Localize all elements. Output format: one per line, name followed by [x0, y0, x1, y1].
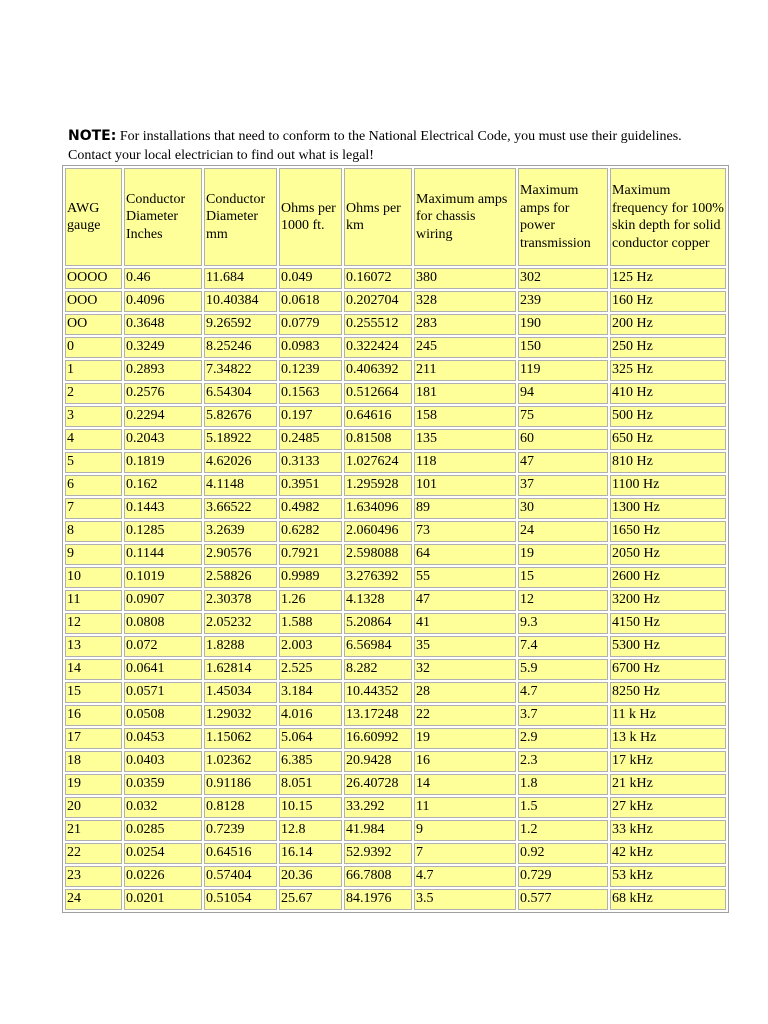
cell-max-frequency: 200 Hz [610, 314, 726, 335]
cell-diameter-mm: 5.18922 [204, 429, 277, 450]
cell-amps-power: 1.2 [518, 820, 608, 841]
header-amps-chassis: Maximum amps for chassis wiring [414, 168, 516, 266]
cell-awg-gauge: 21 [65, 820, 122, 841]
cell-diameter-inches: 0.1443 [124, 498, 202, 519]
cell-diameter-mm: 3.2639 [204, 521, 277, 542]
cell-amps-power: 1.5 [518, 797, 608, 818]
cell-max-frequency: 125 Hz [610, 268, 726, 289]
cell-awg-gauge: 19 [65, 774, 122, 795]
cell-ohms-per-km: 26.40728 [344, 774, 412, 795]
cell-max-frequency: 4150 Hz [610, 613, 726, 634]
cell-amps-power: 119 [518, 360, 608, 381]
cell-max-frequency: 21 kHz [610, 774, 726, 795]
cell-amps-chassis: 32 [414, 659, 516, 680]
table-row [65, 406, 726, 427]
cell-awg-gauge: OOO [65, 291, 122, 312]
cell-ohms-per-1000ft: 0.9989 [279, 567, 342, 588]
cell-ohms-per-km: 8.282 [344, 659, 412, 680]
cell-max-frequency: 650 Hz [610, 429, 726, 450]
table-row [65, 866, 726, 887]
cell-amps-chassis: 328 [414, 291, 516, 312]
cell-ohms-per-km: 0.64616 [344, 406, 412, 427]
table-row [65, 843, 726, 864]
cell-diameter-mm: 1.62814 [204, 659, 277, 680]
cell-max-frequency: 8250 Hz [610, 682, 726, 703]
cell-ohms-per-1000ft: 0.1239 [279, 360, 342, 381]
cell-diameter-inches: 0.0285 [124, 820, 202, 841]
cell-ohms-per-1000ft: 3.184 [279, 682, 342, 703]
cell-awg-gauge: 2 [65, 383, 122, 404]
cell-awg-gauge: 5 [65, 452, 122, 473]
cell-max-frequency: 11 k Hz [610, 705, 726, 726]
cell-diameter-inches: 0.0453 [124, 728, 202, 749]
cell-ohms-per-km: 33.292 [344, 797, 412, 818]
cell-amps-power: 75 [518, 406, 608, 427]
cell-max-frequency: 410 Hz [610, 383, 726, 404]
cell-amps-chassis: 11 [414, 797, 516, 818]
cell-amps-power: 0.729 [518, 866, 608, 887]
cell-amps-chassis: 19 [414, 728, 516, 749]
cell-diameter-inches: 0.0508 [124, 705, 202, 726]
cell-diameter-mm: 8.25246 [204, 337, 277, 358]
cell-diameter-inches: 0.46 [124, 268, 202, 289]
cell-max-frequency: 68 kHz [610, 889, 726, 910]
cell-amps-power: 0.577 [518, 889, 608, 910]
cell-ohms-per-1000ft: 6.385 [279, 751, 342, 772]
cell-max-frequency: 325 Hz [610, 360, 726, 381]
cell-ohms-per-1000ft: 16.14 [279, 843, 342, 864]
cell-diameter-inches: 0.1019 [124, 567, 202, 588]
cell-amps-chassis: 28 [414, 682, 516, 703]
table-row [65, 613, 726, 634]
cell-awg-gauge: 9 [65, 544, 122, 565]
cell-diameter-mm: 1.45034 [204, 682, 277, 703]
cell-diameter-mm: 2.30378 [204, 590, 277, 611]
cell-amps-power: 2.3 [518, 751, 608, 772]
table-row [65, 820, 726, 841]
table-row [65, 360, 726, 381]
cell-awg-gauge: 6 [65, 475, 122, 496]
cell-max-frequency: 17 kHz [610, 751, 726, 772]
cell-diameter-inches: 0.032 [124, 797, 202, 818]
table-row [65, 590, 726, 611]
awg-wire-table [62, 165, 729, 913]
cell-amps-chassis: 73 [414, 521, 516, 542]
cell-ohms-per-1000ft: 0.7921 [279, 544, 342, 565]
cell-max-frequency: 5300 Hz [610, 636, 726, 657]
cell-amps-power: 3.7 [518, 705, 608, 726]
header-diameter-mm: Conductor Diameter mm [204, 168, 277, 266]
cell-diameter-inches: 0.3249 [124, 337, 202, 358]
cell-diameter-mm: 4.1148 [204, 475, 277, 496]
cell-amps-chassis: 380 [414, 268, 516, 289]
cell-ohms-per-1000ft: 20.36 [279, 866, 342, 887]
cell-max-frequency: 53 kHz [610, 866, 726, 887]
cell-diameter-mm: 2.90576 [204, 544, 277, 565]
cell-ohms-per-km: 13.17248 [344, 705, 412, 726]
table-body [65, 268, 726, 910]
cell-ohms-per-1000ft: 0.0618 [279, 291, 342, 312]
table-row [65, 291, 726, 312]
header-ohms-per-km: Ohms per km [344, 168, 412, 266]
cell-ohms-per-km: 2.060496 [344, 521, 412, 542]
cell-awg-gauge: 4 [65, 429, 122, 450]
cell-diameter-mm: 1.15062 [204, 728, 277, 749]
header-row [65, 168, 726, 266]
cell-ohms-per-km: 0.202704 [344, 291, 412, 312]
cell-ohms-per-1000ft: 0.4982 [279, 498, 342, 519]
cell-ohms-per-1000ft: 4.016 [279, 705, 342, 726]
cell-amps-power: 94 [518, 383, 608, 404]
cell-ohms-per-km: 84.1976 [344, 889, 412, 910]
cell-max-frequency: 1650 Hz [610, 521, 726, 542]
cell-max-frequency: 33 kHz [610, 820, 726, 841]
cell-diameter-inches: 0.2893 [124, 360, 202, 381]
cell-max-frequency: 27 kHz [610, 797, 726, 818]
cell-ohms-per-1000ft: 8.051 [279, 774, 342, 795]
cell-awg-gauge: 14 [65, 659, 122, 680]
cell-max-frequency: 3200 Hz [610, 590, 726, 611]
cell-amps-power: 0.92 [518, 843, 608, 864]
cell-amps-power: 5.9 [518, 659, 608, 680]
note-label: NOTE: [68, 128, 117, 144]
cell-amps-chassis: 245 [414, 337, 516, 358]
table-row [65, 429, 726, 450]
cell-diameter-inches: 0.4096 [124, 291, 202, 312]
cell-diameter-inches: 0.162 [124, 475, 202, 496]
cell-amps-power: 150 [518, 337, 608, 358]
cell-diameter-mm: 3.66522 [204, 498, 277, 519]
cell-ohms-per-km: 16.60992 [344, 728, 412, 749]
cell-max-frequency: 42 kHz [610, 843, 726, 864]
cell-awg-gauge: 23 [65, 866, 122, 887]
cell-diameter-mm: 4.62026 [204, 452, 277, 473]
cell-diameter-inches: 0.1819 [124, 452, 202, 473]
cell-diameter-inches: 0.072 [124, 636, 202, 657]
cell-ohms-per-1000ft: 1.588 [279, 613, 342, 634]
cell-ohms-per-km: 0.81508 [344, 429, 412, 450]
cell-max-frequency: 810 Hz [610, 452, 726, 473]
cell-amps-chassis: 89 [414, 498, 516, 519]
cell-ohms-per-km: 6.56984 [344, 636, 412, 657]
cell-diameter-mm: 0.51054 [204, 889, 277, 910]
cell-diameter-mm: 0.7239 [204, 820, 277, 841]
cell-max-frequency: 250 Hz [610, 337, 726, 358]
table-row [65, 337, 726, 358]
cell-diameter-inches: 0.0254 [124, 843, 202, 864]
cell-diameter-mm: 6.54304 [204, 383, 277, 404]
table-row [65, 521, 726, 542]
cell-awg-gauge: 13 [65, 636, 122, 657]
cell-diameter-mm: 0.57404 [204, 866, 277, 887]
cell-diameter-mm: 0.91186 [204, 774, 277, 795]
cell-ohms-per-km: 1.634096 [344, 498, 412, 519]
cell-awg-gauge: OOOO [65, 268, 122, 289]
cell-awg-gauge: 20 [65, 797, 122, 818]
table-row [65, 682, 726, 703]
cell-diameter-mm: 1.29032 [204, 705, 277, 726]
cell-max-frequency: 2050 Hz [610, 544, 726, 565]
cell-max-frequency: 1300 Hz [610, 498, 726, 519]
cell-max-frequency: 1100 Hz [610, 475, 726, 496]
cell-diameter-mm: 10.40384 [204, 291, 277, 312]
cell-ohms-per-km: 1.295928 [344, 475, 412, 496]
cell-awg-gauge: 10 [65, 567, 122, 588]
cell-amps-power: 1.8 [518, 774, 608, 795]
cell-ohms-per-1000ft: 0.3951 [279, 475, 342, 496]
table-row [65, 544, 726, 565]
cell-diameter-inches: 0.0641 [124, 659, 202, 680]
note-paragraph [68, 127, 708, 165]
cell-amps-chassis: 16 [414, 751, 516, 772]
cell-amps-power: 239 [518, 291, 608, 312]
cell-amps-power: 47 [518, 452, 608, 473]
cell-amps-power: 190 [518, 314, 608, 335]
cell-amps-chassis: 135 [414, 429, 516, 450]
cell-amps-power: 2.9 [518, 728, 608, 749]
cell-ohms-per-km: 0.255512 [344, 314, 412, 335]
cell-amps-chassis: 158 [414, 406, 516, 427]
cell-awg-gauge: OO [65, 314, 122, 335]
table-row [65, 728, 726, 749]
cell-amps-power: 19 [518, 544, 608, 565]
cell-ohms-per-km: 0.512664 [344, 383, 412, 404]
cell-amps-chassis: 41 [414, 613, 516, 634]
cell-amps-chassis: 211 [414, 360, 516, 381]
cell-amps-power: 9.3 [518, 613, 608, 634]
cell-diameter-mm: 0.64516 [204, 843, 277, 864]
cell-diameter-inches: 0.2294 [124, 406, 202, 427]
cell-max-frequency: 13 k Hz [610, 728, 726, 749]
cell-amps-power: 24 [518, 521, 608, 542]
cell-diameter-inches: 0.0226 [124, 866, 202, 887]
note-text: For installations that need to conform to the National Electrical Code, you must use their guidelines. Contact your local electrician to find out what is legal! [68, 129, 682, 163]
cell-ohms-per-km: 5.20864 [344, 613, 412, 634]
cell-diameter-inches: 0.0359 [124, 774, 202, 795]
cell-amps-chassis: 181 [414, 383, 516, 404]
cell-amps-chassis: 9 [414, 820, 516, 841]
cell-ohms-per-km: 0.406392 [344, 360, 412, 381]
header-amps-power: Maximum amps for power transmission [518, 168, 608, 266]
cell-amps-power: 60 [518, 429, 608, 450]
cell-awg-gauge: 22 [65, 843, 122, 864]
cell-diameter-inches: 0.2043 [124, 429, 202, 450]
cell-diameter-inches: 0.0808 [124, 613, 202, 634]
cell-amps-chassis: 4.7 [414, 866, 516, 887]
header-awg-gauge: AWG gauge [65, 168, 122, 266]
cell-ohms-per-1000ft: 12.8 [279, 820, 342, 841]
cell-amps-power: 4.7 [518, 682, 608, 703]
cell-ohms-per-1000ft: 0.0983 [279, 337, 342, 358]
table-row [65, 774, 726, 795]
cell-ohms-per-1000ft: 0.6282 [279, 521, 342, 542]
cell-ohms-per-1000ft: 2.525 [279, 659, 342, 680]
cell-ohms-per-km: 10.44352 [344, 682, 412, 703]
cell-awg-gauge: 8 [65, 521, 122, 542]
cell-amps-chassis: 14 [414, 774, 516, 795]
cell-ohms-per-km: 0.322424 [344, 337, 412, 358]
cell-diameter-mm: 0.8128 [204, 797, 277, 818]
cell-diameter-inches: 0.1144 [124, 544, 202, 565]
table-row [65, 268, 726, 289]
cell-ohms-per-1000ft: 0.1563 [279, 383, 342, 404]
cell-ohms-per-km: 0.16072 [344, 268, 412, 289]
cell-amps-chassis: 55 [414, 567, 516, 588]
cell-ohms-per-km: 3.276392 [344, 567, 412, 588]
cell-amps-chassis: 7 [414, 843, 516, 864]
cell-diameter-inches: 0.0201 [124, 889, 202, 910]
cell-awg-gauge: 3 [65, 406, 122, 427]
table-row [65, 889, 726, 910]
cell-awg-gauge: 12 [65, 613, 122, 634]
cell-ohms-per-1000ft: 1.26 [279, 590, 342, 611]
cell-awg-gauge: 0 [65, 337, 122, 358]
cell-awg-gauge: 24 [65, 889, 122, 910]
cell-max-frequency: 500 Hz [610, 406, 726, 427]
cell-max-frequency: 160 Hz [610, 291, 726, 312]
cell-ohms-per-km: 1.027624 [344, 452, 412, 473]
cell-diameter-inches: 0.0907 [124, 590, 202, 611]
cell-ohms-per-1000ft: 0.0779 [279, 314, 342, 335]
cell-diameter-mm: 11.684 [204, 268, 277, 289]
cell-diameter-mm: 7.34822 [204, 360, 277, 381]
cell-ohms-per-km: 4.1328 [344, 590, 412, 611]
cell-ohms-per-1000ft: 0.197 [279, 406, 342, 427]
table-row [65, 636, 726, 657]
table-row [65, 797, 726, 818]
cell-amps-power: 30 [518, 498, 608, 519]
table-row [65, 659, 726, 680]
cell-awg-gauge: 11 [65, 590, 122, 611]
cell-diameter-mm: 5.82676 [204, 406, 277, 427]
cell-diameter-inches: 0.0403 [124, 751, 202, 772]
cell-amps-power: 37 [518, 475, 608, 496]
cell-amps-chassis: 3.5 [414, 889, 516, 910]
table-row [65, 498, 726, 519]
table-row [65, 314, 726, 335]
cell-ohms-per-km: 41.984 [344, 820, 412, 841]
cell-max-frequency: 6700 Hz [610, 659, 726, 680]
cell-awg-gauge: 7 [65, 498, 122, 519]
cell-amps-chassis: 101 [414, 475, 516, 496]
table-row [65, 705, 726, 726]
cell-diameter-mm: 9.26592 [204, 314, 277, 335]
header-max-frequency: Maximum frequency for 100% skin depth for solid conductor copper [610, 168, 726, 266]
cell-diameter-inches: 0.2576 [124, 383, 202, 404]
cell-diameter-mm: 2.05232 [204, 613, 277, 634]
cell-amps-power: 15 [518, 567, 608, 588]
cell-amps-power: 302 [518, 268, 608, 289]
cell-diameter-mm: 2.58826 [204, 567, 277, 588]
cell-diameter-mm: 1.8288 [204, 636, 277, 657]
cell-amps-power: 12 [518, 590, 608, 611]
cell-ohms-per-1000ft: 0.3133 [279, 452, 342, 473]
cell-ohms-per-km: 2.598088 [344, 544, 412, 565]
cell-diameter-inches: 0.3648 [124, 314, 202, 335]
cell-amps-power: 7.4 [518, 636, 608, 657]
table-row [65, 383, 726, 404]
cell-amps-chassis: 118 [414, 452, 516, 473]
cell-amps-chassis: 22 [414, 705, 516, 726]
cell-amps-chassis: 283 [414, 314, 516, 335]
cell-awg-gauge: 18 [65, 751, 122, 772]
cell-ohms-per-1000ft: 0.2485 [279, 429, 342, 450]
cell-ohms-per-1000ft: 2.003 [279, 636, 342, 657]
header-diameter-inches: Conductor Diameter Inches [124, 168, 202, 266]
cell-diameter-inches: 0.0571 [124, 682, 202, 703]
cell-amps-chassis: 47 [414, 590, 516, 611]
cell-amps-chassis: 64 [414, 544, 516, 565]
cell-ohms-per-km: 52.9392 [344, 843, 412, 864]
cell-amps-chassis: 35 [414, 636, 516, 657]
cell-diameter-mm: 1.02362 [204, 751, 277, 772]
table-row [65, 567, 726, 588]
cell-ohms-per-km: 20.9428 [344, 751, 412, 772]
cell-awg-gauge: 16 [65, 705, 122, 726]
cell-awg-gauge: 15 [65, 682, 122, 703]
cell-ohms-per-1000ft: 0.049 [279, 268, 342, 289]
cell-ohms-per-1000ft: 25.67 [279, 889, 342, 910]
table-row [65, 475, 726, 496]
cell-awg-gauge: 17 [65, 728, 122, 749]
cell-diameter-inches: 0.1285 [124, 521, 202, 542]
cell-awg-gauge: 1 [65, 360, 122, 381]
cell-ohms-per-1000ft: 10.15 [279, 797, 342, 818]
cell-ohms-per-km: 66.7808 [344, 866, 412, 887]
cell-ohms-per-1000ft: 5.064 [279, 728, 342, 749]
cell-max-frequency: 2600 Hz [610, 567, 726, 588]
table-row [65, 751, 726, 772]
header-ohms-per-1000ft: Ohms per 1000 ft. [279, 168, 342, 266]
table-row [65, 452, 726, 473]
